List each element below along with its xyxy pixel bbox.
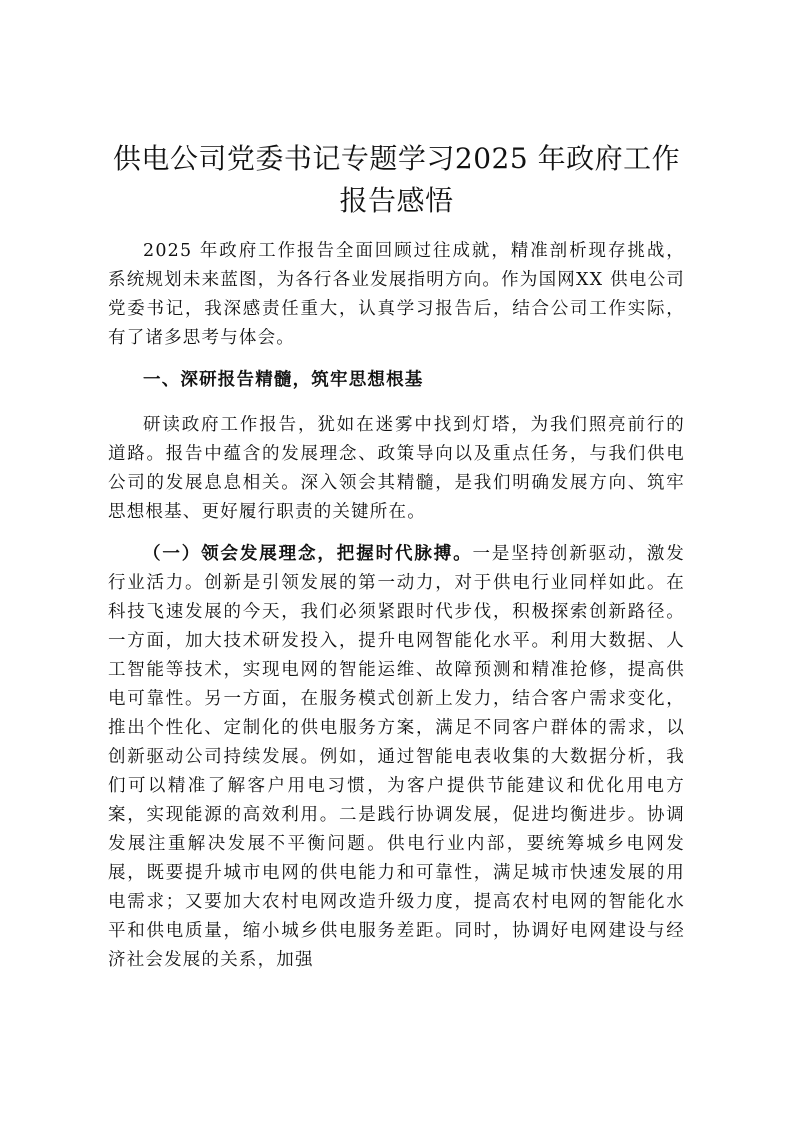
subsection-1-heading: （一）领会发展理念，把握时代脉搏。 [143,544,473,564]
document-title [100,138,693,222]
subsection-1-body: 一是坚持创新驱动，激发行业活力。创新是引领发展的第一动力，对于供电行业同样如此。在科技飞速发展的今天，我们必须紧跟时代步伐，积极探索创新路径。一方面，加大技术研发投入，提升电网智能化水平。利用大数据、人工智能等技术，实现电网的智能运维、故障预测和精准抢修，提高供电可靠性。另一方面，在服务模式创新上发力，结合客户需求变化，推出个性化、定制化的供电服务方案，满足不同客户群体的需求，以创新驱动公司持续发展。例如，通过智能电表收集的大数据分析，我们可以精准了解客户用电习惯，为客户提供节能建议和优化用电方案，实现能源的高效利用。二是践行协调发展，促进均衡进步。协调发展注重解决发展不平衡问题。供电行业内部，要统筹城乡电网发展，既要提升城市电网的供电能力和可靠性，满足城市快速发展的用电需求；又要加大农村电网改造升级力度，提高农村电网的智能化水平和供电质量，缩小城乡供电服务差距。同时，协调好电网建设与经济社会发展的关系，加强 [108,544,685,970]
section-1-heading: 一、深研报告精髓，筑牢思想根基 [143,370,424,390]
intro-paragraph: 2025 年政府工作报告全面回顾过往成就，精准剖析现存挑战，系统规划未来蓝图，为各行各业发展指明方向。作为国网XX 供电公司党委书记，我深感责任重大，认真学习报告后，结合公司工作实际，有了诸多思考与体会。 [108,241,685,348]
title-line-2: 报告感悟 [339,184,454,217]
section-1-paragraph: 研读政府工作报告，犹如在迷雾中找到灯塔，为我们照亮前行的道路。报告中蕴含的发展理念、政策导向以及重点任务，与我们供电公司的发展息息相关。深入领会其精髓，是我们明确发展方向、筑牢思想根基、更好履行职责的关键所在。 [108,415,685,522]
subsection-1-paragraph [108,540,685,975]
title-line-1: 供电公司党委书记专题学习2025 年政府工作 [112,142,681,175]
